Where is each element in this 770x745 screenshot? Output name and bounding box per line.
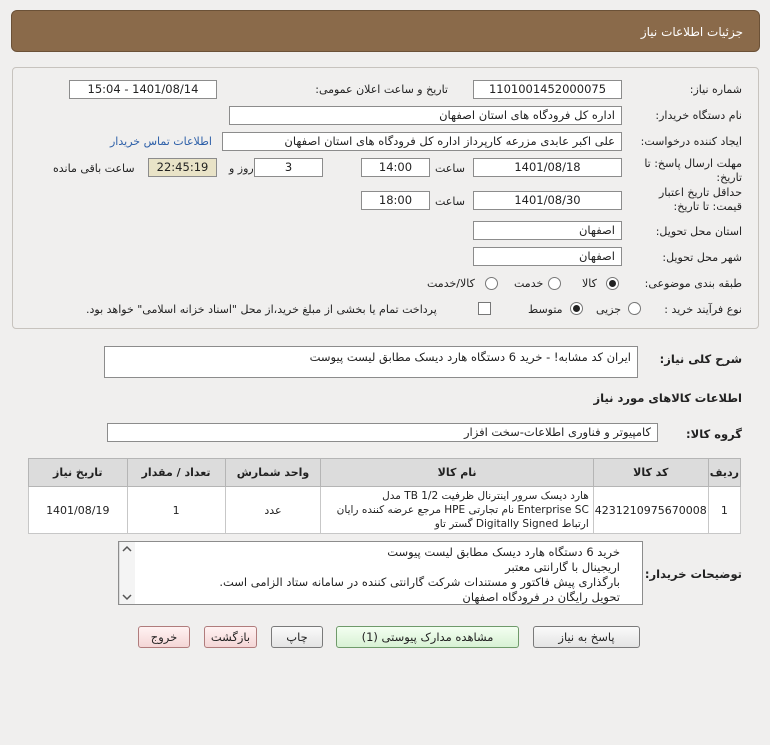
announce-field: 1401/08/14 - 15:04 — [69, 80, 217, 99]
buyer-org-label: نام دستگاه خریدار: — [655, 109, 742, 122]
goods-table-header — [29, 459, 741, 487]
notes-scrollbar[interactable] — [119, 542, 135, 604]
col-name: نام کالا — [321, 459, 593, 487]
validity-label: حداقل تاریخ اعتبار قیمت: تا تاریخ: — [658, 186, 742, 213]
category-both-radio[interactable] — [485, 277, 498, 290]
col-code: کد کالا — [593, 459, 708, 487]
announce-label: تاریخ و ساعت اعلان عمومی: — [315, 83, 448, 96]
purchase-minor-label: جزیی — [596, 303, 622, 316]
deadline-time-field: 14:00 — [361, 158, 430, 177]
buyer-notes-line: بارگذاری پیش فاکتور و مستندات شرکت گارانتی کننده در سامانه ستاد الزامی است. — [219, 575, 620, 589]
purchase-minor-radio[interactable] — [628, 302, 641, 315]
buyer-contact-link[interactable]: اطلاعات تماس خریدار — [110, 135, 212, 148]
page-title: جزئیات اطلاعات نیاز — [640, 25, 743, 39]
validity-time-field: 18:00 — [361, 191, 430, 210]
province-label: استان محل تحویل: — [655, 225, 742, 238]
col-date: تاریخ نیاز — [29, 459, 128, 487]
creator-field: علی اکبر عابدی مزرعه کارپرداز اداره کل فرودگاه های استان اصفهان — [222, 132, 622, 151]
cell-date: 1401/08/19 — [29, 487, 128, 534]
category-service-label: خدمت — [514, 277, 544, 290]
category-goods-label: کالا — [582, 277, 597, 290]
days-remaining-field: 3 — [254, 158, 323, 177]
category-service-radio[interactable] — [548, 277, 561, 290]
cell-name: هارد دیسک سرور اینترنال ظرفیت 1/2 TB مدل Enterprise SC نام تجارتی HPE مرجع عرضه کننده رایان ارتباط Digitally Signed گستر تاو — [321, 487, 593, 534]
deadline-time-label: ساعت — [435, 162, 465, 175]
buyer-notes-line: تحویل رایگان در فرودگاه اصفهان — [462, 590, 620, 604]
page-title-bar — [11, 10, 760, 52]
back-button[interactable]: بازگشت — [204, 626, 257, 648]
buyer-notes-line: خرید 6 دستگاه هارد دیسک مطابق لیست پیوست — [387, 545, 620, 559]
attachments-button[interactable]: مشاهده مدارک پیوستی (1) — [336, 626, 519, 648]
purchase-type-label: نوع فرآیند خرید : — [664, 303, 742, 316]
validity-time-label: ساعت — [435, 195, 465, 208]
validity-date-field: 1401/08/30 — [473, 191, 622, 210]
city-label: شهر محل تحویل: — [662, 251, 742, 264]
goods-group-label: گروه کالا: — [686, 427, 742, 441]
print-button[interactable]: چاپ — [271, 626, 323, 648]
reply-button[interactable]: پاسخ به نیاز — [533, 626, 640, 648]
goods-section-title: اطلاعات کالاهای مورد نیاز — [593, 391, 742, 405]
goods-table — [28, 458, 741, 534]
summary-label: شرح کلی نیاز: — [659, 352, 742, 366]
remaining-label: ساعت باقی مانده — [53, 162, 135, 175]
deadline-date-field: 1401/08/18 — [473, 158, 622, 177]
purchase-medium-label: متوسط — [528, 303, 563, 316]
category-goods-radio[interactable] — [606, 277, 619, 290]
cell-qty: 1 — [127, 487, 225, 534]
cell-unit: عدد — [225, 487, 321, 534]
need-number-label: شماره نیاز: — [689, 83, 742, 96]
city-field: اصفهان — [473, 247, 622, 266]
buyer-notes-box[interactable] — [118, 541, 643, 605]
col-qty: تعداد / مقدار — [127, 459, 225, 487]
cell-row: 1 — [708, 487, 740, 534]
deadline-label: مهلت ارسال پاسخ: تا تاریخ: — [644, 157, 742, 184]
cell-code: 4231210975670008 — [593, 487, 708, 534]
scroll-arrows-icon — [119, 542, 135, 604]
col-unit: واحد شمارش — [225, 459, 321, 487]
buyer-org-field: اداره کل فرودگاه های استان اصفهان — [229, 106, 622, 125]
category-both-label: کالا/خدمت — [427, 277, 475, 290]
buyer-notes-label: توضیحات خریدار: — [644, 567, 742, 581]
category-label: طبقه بندی موضوعی: — [644, 277, 742, 290]
exit-button[interactable]: خروج — [138, 626, 190, 648]
province-field: اصفهان — [473, 221, 622, 240]
purchase-medium-radio[interactable] — [570, 302, 583, 315]
days-label: روز و — [229, 162, 254, 175]
treasury-checkbox[interactable] — [478, 302, 491, 315]
goods-group-field: کامپیوتر و فناوری اطلاعات-سخت افزار — [107, 423, 658, 442]
remaining-time-field: 22:45:19 — [148, 158, 217, 177]
need-number-field: 1101001452000075 — [473, 80, 622, 99]
creator-label: ایجاد کننده درخواست: — [640, 135, 742, 148]
col-row: ردیف — [708, 459, 740, 487]
table-row — [29, 487, 741, 534]
buyer-notes-line: اریجینال با گارانتی معتبر — [505, 560, 620, 574]
treasury-note: پرداخت تمام یا بخشی از مبلغ خرید،از محل "اسناد خزانه اسلامی" خواهد بود. — [86, 303, 437, 316]
summary-field: ایران کد مشابه! - خرید 6 دستگاه هارد دیسک مطابق لیست پیوست — [104, 346, 638, 378]
